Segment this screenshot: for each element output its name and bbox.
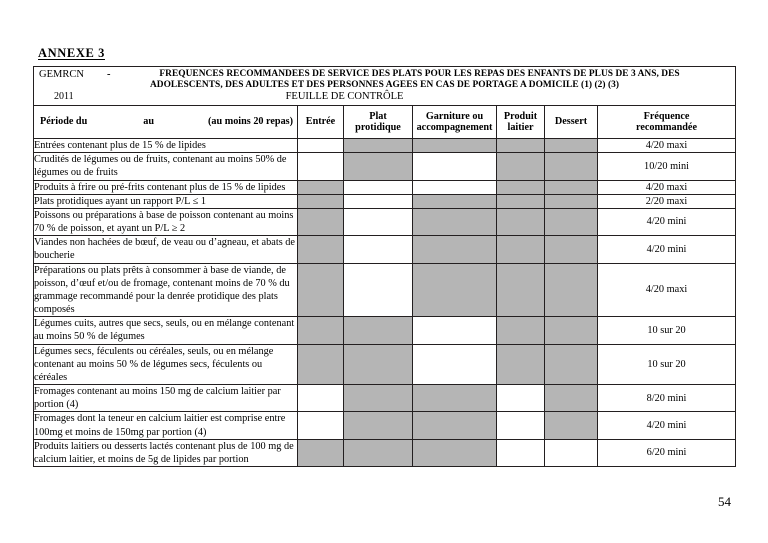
banner-year: 2011 [54,91,74,102]
cell-frequence-recommandee: 10 sur 20 [598,344,736,385]
plat-protidique-line2: protidique [355,122,401,133]
garniture-line1: Garniture ou [425,110,484,122]
cell-dessert [545,180,598,194]
cell-frequence-recommandee: 4/20 mini [598,208,736,235]
banner [34,67,735,105]
banner-dash: - [107,69,111,80]
cell-dessert [545,153,598,180]
table-row [34,180,736,194]
frequence-line2: recommandée [636,122,697,133]
column-header-entree: Entrée [298,106,344,139]
cell-frequence-recommandee: 4/20 maxi [598,139,736,153]
produit-laitier-line1: Produit [503,110,538,122]
table-body [34,139,736,467]
cell-entree [298,344,344,385]
column-header-garniture [413,106,497,139]
table-row [34,385,736,412]
table-row [34,153,736,180]
frequency-table [33,66,736,467]
cell-dessert [545,317,598,344]
cell-garniture[interactable] [413,317,497,344]
cell-plat-protidique[interactable] [344,263,413,317]
cell-produit-laitier [497,263,545,317]
cell-plat-protidique[interactable] [344,208,413,235]
cell-plat-protidique [344,412,413,439]
row-description: Préparations ou plats prêts à consommer à base de viande, de poisson, d’œuf et/ou de fromage, contenant moins de 70 % du grammage recommandé pour la denrée protidique des plats composés [34,263,298,317]
cell-produit-laitier [497,139,545,153]
row-description: Produits laitiers ou desserts lactés contenant plus de 100 mg de calcium laitier, et moins de 5g de lipides par portion [34,439,298,466]
table-row [34,439,736,466]
table-row [34,194,736,208]
cell-plat-protidique [344,153,413,180]
period-meals-label: (au moins 20 repas) [208,116,294,128]
cell-garniture [413,236,497,263]
page-title: ANNEXE 3 [38,46,105,60]
cell-plat-protidique [344,344,413,385]
cell-entree[interactable] [298,385,344,412]
cell-plat-protidique [344,317,413,344]
cell-produit-laitier [497,180,545,194]
cell-dessert [545,236,598,263]
cell-garniture[interactable] [413,180,497,194]
cell-garniture [413,439,497,466]
cell-entree [298,236,344,263]
cell-garniture [413,263,497,317]
plat-protidique-line1: Plat [369,110,387,122]
row-description: Fromages dont la teneur en calcium laitier est comprise entre 100mg et moins de 150mg par portion (4) [34,412,298,439]
period-du-label: Période du [40,116,88,128]
table-row [34,236,736,263]
table-header-row [34,106,736,139]
row-description: Viandes non hachées de bœuf, de veau ou d’agneau, et abats de boucherie [34,236,298,263]
cell-produit-laitier [497,153,545,180]
cell-plat-protidique [344,139,413,153]
frequence-line1: Fréquence [643,110,690,122]
row-description: Produits à frire ou pré-frits contenant plus de 15 % de lipides [34,180,298,194]
cell-entree[interactable] [298,139,344,153]
cell-entree [298,194,344,208]
cell-dessert [545,385,598,412]
row-description: Fromages contenant au moins 150 mg de calcium laitier par portion (4) [34,385,298,412]
cell-entree [298,180,344,194]
cell-dessert [545,194,598,208]
cell-dessert [545,263,598,317]
cell-plat-protidique [344,439,413,466]
column-header-frequence [598,106,736,139]
cell-entree[interactable] [298,412,344,439]
cell-frequence-recommandee: 4/20 maxi [598,263,736,317]
page-number: 54 [718,494,731,509]
cell-entree [298,263,344,317]
cell-produit-laitier [497,236,545,263]
cell-garniture [413,208,497,235]
cell-garniture [413,385,497,412]
table-row [34,263,736,317]
table-row [34,139,736,153]
cell-frequence-recommandee: 4/20 mini [598,236,736,263]
cell-frequence-recommandee: 6/20 mini [598,439,736,466]
banner-title-line2: ADOLESCENTS, DES ADULTES ET DES PERSONNES AGEES EN CAS DE PORTAGE A DOMICILE (1) (2) (3) [149,80,620,90]
table-row [34,344,736,385]
cell-garniture [413,139,497,153]
cell-produit-laitier[interactable] [497,385,545,412]
cell-garniture [413,412,497,439]
cell-produit-laitier [497,344,545,385]
table-row [34,208,736,235]
cell-plat-protidique[interactable] [344,180,413,194]
row-description: Légumes secs, féculents ou céréales, seuls, ou en mélange contenant au moins 50 % de légumes secs, féculents ou céréales [34,344,298,385]
cell-garniture [413,194,497,208]
table-row [34,412,736,439]
row-description: Plats protidiques ayant un rapport P/L ≤ 1 [34,194,298,208]
period-au-label: au [143,116,155,128]
cell-entree [298,317,344,344]
cell-entree [298,208,344,235]
cell-garniture[interactable] [413,153,497,180]
cell-frequence-recommandee: 4/20 mini [598,412,736,439]
cell-garniture[interactable] [413,344,497,385]
cell-dessert [545,139,598,153]
column-header-produit-laitier [497,106,545,139]
cell-entree [298,439,344,466]
produit-laitier-line2: laitier [507,122,534,133]
organisation-label: GEMRCN [39,69,84,80]
cell-dessert[interactable] [545,439,598,466]
banner-sheet-label: FEUILLE DE CONTRÔLE [285,91,404,102]
cell-frequence-recommandee: 4/20 maxi [598,180,736,194]
cell-produit-laitier[interactable] [497,439,545,466]
cell-plat-protidique [344,385,413,412]
column-header-plat-protidique [344,106,413,139]
cell-dessert [545,208,598,235]
cell-frequence-recommandee: 10 sur 20 [598,317,736,344]
table-row [34,317,736,344]
garniture-line2: accompagnement [416,122,493,133]
row-description: Poissons ou préparations à base de poisson contenant au moins 70 % de poisson, et ayant un P/L ≥ 2 [34,208,298,235]
row-description: Crudités de légumes ou de fruits, contenant au moins 50% de légumes ou de fruits [34,153,298,180]
cell-frequence-recommandee: 8/20 mini [598,385,736,412]
row-description: Entrées contenant plus de 15 % de lipides [34,139,298,153]
table-banner-row [34,67,736,106]
cell-produit-laitier [497,208,545,235]
column-header-dessert: Dessert [545,106,598,139]
row-description: Légumes cuits, autres que secs, seuls, ou en mélange contenant au moins 50 % de légumes [34,317,298,344]
cell-entree[interactable] [298,153,344,180]
cell-plat-protidique[interactable] [344,194,413,208]
cell-frequence-recommandee: 10/20 mini [598,153,736,180]
cell-dessert [545,412,598,439]
cell-frequence-recommandee: 2/20 maxi [598,194,736,208]
banner-cell [34,67,736,106]
cell-produit-laitier [497,317,545,344]
column-header-period [34,106,298,139]
cell-plat-protidique[interactable] [344,236,413,263]
frequency-table-container [33,66,735,467]
cell-produit-laitier [497,194,545,208]
banner-title-line1: FREQUENCES RECOMMANDEES DE SERVICE DES PLATS POUR LES REPAS DES ENFANTS DE PLUS DE 3 ANS, DES [159,69,680,79]
cell-dessert [545,344,598,385]
cell-produit-laitier[interactable] [497,412,545,439]
